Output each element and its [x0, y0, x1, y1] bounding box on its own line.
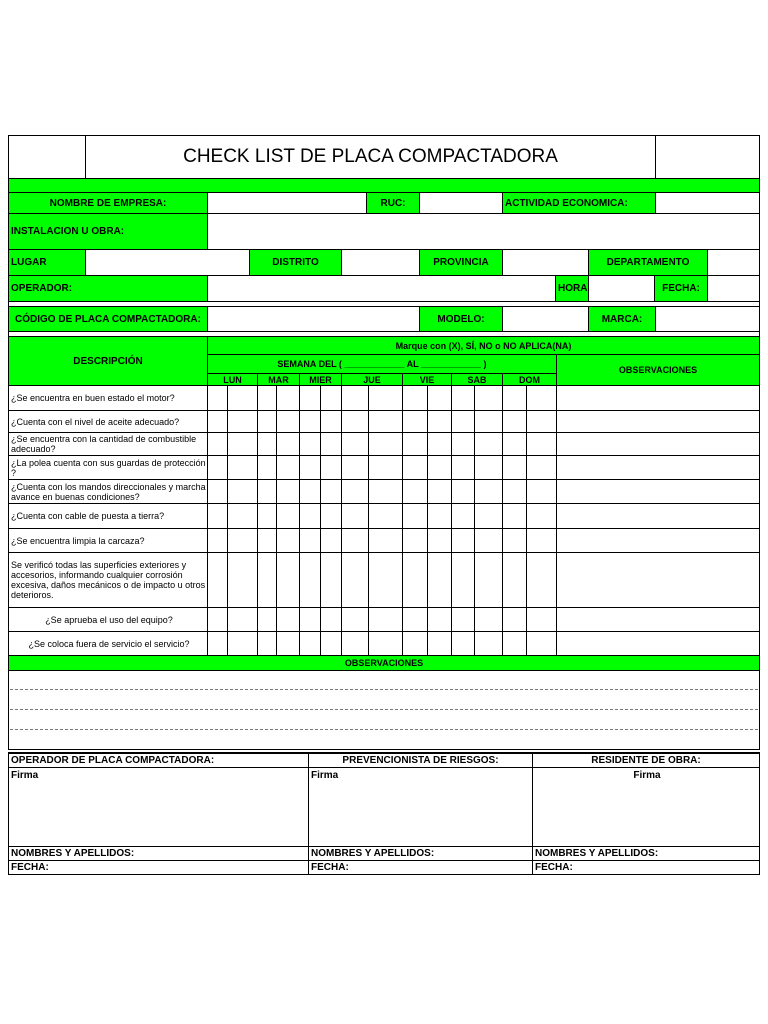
check-cell-lun-am[interactable] — [207, 385, 228, 411]
check-cell-jue-am[interactable] — [341, 503, 369, 529]
check-cell-mier-pm[interactable] — [320, 479, 342, 504]
check-cell-mar-am[interactable] — [257, 455, 277, 480]
check-cell-vie-pm[interactable] — [427, 455, 452, 480]
check-cell-vie-am[interactable] — [402, 385, 428, 411]
observaciones-line — [10, 709, 758, 710]
check-cell-vie-pm[interactable] — [427, 552, 452, 608]
check-cell-jue-pm[interactable] — [368, 503, 403, 529]
observacion-cell[interactable] — [556, 432, 760, 456]
check-cell-lun-am[interactable] — [207, 631, 228, 656]
input-lugar[interactable] — [85, 249, 250, 276]
check-cell-sab-pm[interactable] — [474, 410, 503, 433]
signature-firma-label: Firma — [311, 770, 339, 781]
check-cell-sab-am[interactable] — [451, 528, 475, 553]
check-cell-vie-am[interactable] — [402, 432, 428, 456]
label-actividad: ACTIVIDAD ECONOMICA: — [502, 192, 656, 214]
checklist-item-description: ¿Se aprueba el uso del equipo? — [8, 607, 208, 632]
check-cell-dom-am[interactable] — [502, 385, 527, 411]
check-cell-mier-am[interactable] — [299, 432, 321, 456]
label-fecha: FECHA: — [654, 275, 708, 302]
check-cell-mier-pm[interactable] — [320, 552, 342, 608]
check-cell-mier-pm[interactable] — [320, 455, 342, 480]
check-cell-jue-am[interactable] — [341, 528, 369, 553]
check-cell-dom-pm[interactable] — [526, 385, 557, 411]
check-cell-mar-am[interactable] — [257, 432, 277, 456]
check-cell-lun-pm[interactable] — [227, 607, 258, 632]
check-cell-jue-am[interactable] — [341, 479, 369, 504]
check-cell-lun-am[interactable] — [207, 479, 228, 504]
check-cell-jue-am[interactable] — [341, 631, 369, 656]
check-cell-mier-am[interactable] — [299, 528, 321, 553]
check-cell-vie-am[interactable] — [402, 528, 428, 553]
day-header-sab: SAB — [451, 373, 503, 386]
check-cell-jue-am[interactable] — [341, 410, 369, 433]
label-departamento: DEPARTAMENTO — [588, 249, 708, 276]
check-cell-jue-pm[interactable] — [368, 432, 403, 456]
check-cell-mar-pm[interactable] — [276, 552, 300, 608]
check-cell-mier-pm[interactable] — [320, 503, 342, 529]
signature-fecha-field[interactable]: FECHA: — [8, 860, 309, 875]
check-cell-vie-pm[interactable] — [427, 432, 452, 456]
label-codigo: CÓDIGO DE PLACA COMPACTADORA: — [8, 306, 208, 332]
checklist-item-description: ¿Cuenta con el nivel de aceite adecuado? — [8, 410, 208, 433]
checklist-item-description: ¿Cuenta con cable de puesta a tierra? — [8, 503, 208, 529]
observacion-cell[interactable] — [556, 607, 760, 632]
observaciones-col-header: OBSERVACIONES — [556, 354, 760, 386]
label-lugar: LUGAR — [8, 249, 86, 276]
input-hora[interactable] — [588, 275, 655, 302]
check-cell-sab-am[interactable] — [451, 607, 475, 632]
check-cell-mier-am[interactable] — [299, 455, 321, 480]
check-cell-lun-pm[interactable] — [227, 552, 258, 608]
logo-box — [8, 135, 86, 179]
check-cell-mar-am[interactable] — [257, 385, 277, 411]
check-cell-lun-pm[interactable] — [227, 479, 258, 504]
check-cell-sab-pm[interactable] — [474, 528, 503, 553]
label-hora: HORA — [555, 275, 589, 302]
input-departamento[interactable] — [707, 249, 760, 276]
check-cell-vie-pm[interactable] — [427, 479, 452, 504]
check-cell-sab-pm[interactable] — [474, 503, 503, 529]
check-cell-mier-am[interactable] — [299, 631, 321, 656]
check-cell-vie-am[interactable] — [402, 607, 428, 632]
checklist-item-description: ¿Se encuentra limpia la carcaza? — [8, 528, 208, 553]
check-cell-mier-am[interactable] — [299, 552, 321, 608]
check-cell-mier-pm[interactable] — [320, 410, 342, 433]
observacion-cell[interactable] — [556, 479, 760, 504]
check-cell-vie-pm[interactable] — [427, 528, 452, 553]
check-cell-mar-pm[interactable] — [276, 631, 300, 656]
check-cell-lun-pm[interactable] — [227, 503, 258, 529]
check-cell-sab-am[interactable] — [451, 385, 475, 411]
day-header-vie: VIE — [402, 373, 452, 386]
observacion-cell[interactable] — [556, 410, 760, 433]
observaciones-section-header: OBSERVACIONES — [8, 655, 760, 671]
check-cell-vie-pm[interactable] — [427, 410, 452, 433]
check-cell-mar-am[interactable] — [257, 503, 277, 529]
check-cell-jue-pm[interactable] — [368, 552, 403, 608]
input-instalacion[interactable] — [207, 213, 760, 250]
observacion-cell[interactable] — [556, 385, 760, 411]
signature-role-label: RESIDENTE DE OBRA: — [532, 753, 760, 768]
checklist-sheet — [8, 135, 760, 875]
check-cell-sab-am[interactable] — [451, 432, 475, 456]
check-cell-jue-am[interactable] — [341, 385, 369, 411]
check-cell-mar-pm[interactable] — [276, 410, 300, 433]
check-cell-mar-am[interactable] — [257, 607, 277, 632]
check-cell-lun-pm[interactable] — [227, 528, 258, 553]
check-cell-lun-am[interactable] — [207, 528, 228, 553]
checklist-item-description: ¿La polea cuenta con sus guardas de protección ? — [8, 455, 208, 480]
check-cell-mier-pm[interactable] — [320, 385, 342, 411]
check-cell-lun-pm[interactable] — [227, 455, 258, 480]
check-cell-sab-am[interactable] — [451, 552, 475, 608]
check-cell-vie-am[interactable] — [402, 455, 428, 480]
check-cell-dom-am[interactable] — [502, 479, 527, 504]
check-cell-lun-am[interactable] — [207, 455, 228, 480]
check-cell-mier-pm[interactable] — [320, 607, 342, 632]
check-cell-lun-am[interactable] — [207, 552, 228, 608]
input-distrito[interactable] — [341, 249, 420, 276]
check-cell-dom-am[interactable] — [502, 631, 527, 656]
observacion-cell[interactable] — [556, 631, 760, 656]
checklist-item-description: Se verificó todas las superficies exteriores y accesorios, informando cualquier corrosión excesiva, daños mecánicos o de impacto u otros deterioros. — [8, 552, 208, 608]
descripcion-header: DESCRIPCIÓN — [8, 336, 208, 386]
input-provincia[interactable] — [502, 249, 589, 276]
check-cell-dom-am[interactable] — [502, 503, 527, 529]
check-cell-vie-am[interactable] — [402, 552, 428, 608]
day-header-mar: MAR — [257, 373, 300, 386]
check-cell-mar-pm[interactable] — [276, 385, 300, 411]
green-separator — [8, 178, 760, 193]
check-cell-jue-pm[interactable] — [368, 455, 403, 480]
check-cell-sab-pm[interactable] — [474, 479, 503, 504]
check-cell-mier-am[interactable] — [299, 479, 321, 504]
signature-nombres-field[interactable]: NOMBRES Y APELLIDOS: — [8, 846, 309, 861]
check-cell-dom-pm[interactable] — [526, 607, 557, 632]
check-cell-mier-pm[interactable] — [320, 432, 342, 456]
day-header-jue: JUE — [341, 373, 403, 386]
input-operador[interactable] — [207, 275, 556, 302]
signature-fecha-field[interactable]: FECHA: — [308, 860, 533, 875]
label-nombre-empresa: NOMBRE DE EMPRESA: — [8, 192, 208, 214]
signature-role-label: PREVENCIONISTA DE RIESGOS: — [308, 753, 533, 768]
check-cell-dom-pm[interactable] — [526, 479, 557, 504]
check-cell-sab-pm[interactable] — [474, 432, 503, 456]
signature-firma-box[interactable] — [308, 767, 533, 847]
check-cell-mar-pm[interactable] — [276, 607, 300, 632]
signature-firma-label: Firma — [11, 770, 39, 781]
input-nombre-empresa[interactable] — [207, 192, 367, 214]
check-cell-vie-am[interactable] — [402, 410, 428, 433]
observaciones-line — [10, 729, 758, 730]
check-cell-lun-pm[interactable] — [227, 410, 258, 433]
check-cell-mar-pm[interactable] — [276, 455, 300, 480]
page-title: CHECK LIST DE PLACA COMPACTADORA — [85, 135, 656, 179]
check-cell-mier-am[interactable] — [299, 607, 321, 632]
signature-nombres-field[interactable]: NOMBRES Y APELLIDOS: — [308, 846, 533, 861]
check-cell-jue-pm[interactable] — [368, 479, 403, 504]
check-cell-mier-am[interactable] — [299, 385, 321, 411]
check-cell-mar-pm[interactable] — [276, 503, 300, 529]
check-cell-mier-pm[interactable] — [320, 631, 342, 656]
input-actividad[interactable] — [655, 192, 760, 214]
signature-firma-label: Firma — [633, 770, 661, 781]
signature-fecha-field[interactable]: FECHA: — [532, 860, 760, 875]
check-cell-dom-am[interactable] — [502, 455, 527, 480]
label-operador: OPERADOR: — [8, 275, 208, 302]
check-cell-jue-am[interactable] — [341, 552, 369, 608]
check-cell-mar-am[interactable] — [257, 552, 277, 608]
marque-header: Marque con (X), SÍ, NO o NO APLICA(NA) — [207, 336, 760, 355]
signature-firma-box[interactable] — [532, 767, 760, 847]
check-cell-sab-pm[interactable] — [474, 607, 503, 632]
signature-separator — [8, 749, 760, 753]
input-codigo[interactable] — [207, 306, 420, 332]
check-cell-dom-am[interactable] — [502, 432, 527, 456]
check-cell-lun-pm[interactable] — [227, 385, 258, 411]
input-modelo[interactable] — [502, 306, 589, 332]
checklist-item-description: ¿Se encuentra con la cantidad de combustible adecuado? — [8, 432, 208, 456]
check-cell-vie-am[interactable] — [402, 503, 428, 529]
check-cell-dom-pm[interactable] — [526, 410, 557, 433]
label-instalacion: INSTALACION U OBRA: — [8, 213, 208, 250]
check-cell-lun-am[interactable] — [207, 432, 228, 456]
check-cell-mier-am[interactable] — [299, 410, 321, 433]
check-cell-lun-am[interactable] — [207, 503, 228, 529]
check-cell-lun-pm[interactable] — [227, 631, 258, 656]
check-cell-dom-am[interactable] — [502, 552, 527, 608]
label-distrito: DISTRITO — [249, 249, 342, 276]
check-cell-vie-am[interactable] — [402, 479, 428, 504]
check-cell-sab-am[interactable] — [451, 503, 475, 529]
input-ruc[interactable] — [419, 192, 503, 214]
check-cell-jue-am[interactable] — [341, 432, 369, 456]
day-header-dom: DOM — [502, 373, 557, 386]
check-cell-dom-am[interactable] — [502, 607, 527, 632]
semana-header: SEMANA DEL ( ____________ AL ____________ ) — [207, 354, 557, 374]
label-ruc: RUC: — [366, 192, 420, 214]
check-cell-sab-pm[interactable] — [474, 385, 503, 411]
label-provincia: PROVINCIA — [419, 249, 503, 276]
check-cell-jue-pm[interactable] — [368, 385, 403, 411]
observacion-cell[interactable] — [556, 552, 760, 608]
check-cell-jue-pm[interactable] — [368, 631, 403, 656]
check-cell-vie-am[interactable] — [402, 631, 428, 656]
check-cell-dom-pm[interactable] — [526, 455, 557, 480]
check-cell-mar-am[interactable] — [257, 410, 277, 433]
check-cell-sab-pm[interactable] — [474, 552, 503, 608]
check-cell-dom-am[interactable] — [502, 528, 527, 553]
checklist-item-description: ¿Se coloca fuera de servicio el servicio? — [8, 631, 208, 656]
check-cell-jue-am[interactable] — [341, 455, 369, 480]
check-cell-mier-am[interactable] — [299, 503, 321, 529]
check-cell-vie-pm[interactable] — [427, 631, 452, 656]
check-cell-mar-am[interactable] — [257, 479, 277, 504]
check-cell-jue-pm[interactable] — [368, 607, 403, 632]
signature-nombres-field[interactable]: NOMBRES Y APELLIDOS: — [532, 846, 760, 861]
day-header-lun: LUN — [207, 373, 258, 386]
check-cell-dom-pm[interactable] — [526, 503, 557, 529]
check-cell-dom-pm[interactable] — [526, 432, 557, 456]
check-cell-jue-pm[interactable] — [368, 528, 403, 553]
check-cell-lun-am[interactable] — [207, 410, 228, 433]
check-cell-jue-pm[interactable] — [368, 410, 403, 433]
check-cell-vie-pm[interactable] — [427, 385, 452, 411]
check-cell-sab-am[interactable] — [451, 479, 475, 504]
observacion-cell[interactable] — [556, 528, 760, 553]
check-cell-mar-pm[interactable] — [276, 432, 300, 456]
check-cell-mar-pm[interactable] — [276, 479, 300, 504]
signature-firma-box[interactable] — [8, 767, 309, 847]
check-cell-sab-pm[interactable] — [474, 631, 503, 656]
check-cell-sab-am[interactable] — [451, 631, 475, 656]
check-cell-mar-am[interactable] — [257, 631, 277, 656]
check-cell-sab-pm[interactable] — [474, 455, 503, 480]
observacion-cell[interactable] — [556, 503, 760, 529]
check-cell-lun-pm[interactable] — [227, 432, 258, 456]
check-cell-dom-am[interactable] — [502, 410, 527, 433]
check-cell-dom-pm[interactable] — [526, 631, 557, 656]
checklist-item-description: ¿Cuenta con los mandos direccionales y marcha avance en buenas condiciones? — [8, 479, 208, 504]
label-marca: MARCA: — [588, 306, 656, 332]
check-cell-mar-am[interactable] — [257, 528, 277, 553]
check-cell-vie-pm[interactable] — [427, 607, 452, 632]
code-box — [655, 135, 760, 179]
input-fecha[interactable] — [707, 275, 760, 302]
check-cell-sab-am[interactable] — [451, 455, 475, 480]
input-marca[interactable] — [655, 306, 760, 332]
check-cell-dom-pm[interactable] — [526, 528, 557, 553]
check-cell-dom-pm[interactable] — [526, 552, 557, 608]
check-cell-lun-am[interactable] — [207, 607, 228, 632]
check-cell-mar-pm[interactable] — [276, 528, 300, 553]
check-cell-jue-am[interactable] — [341, 607, 369, 632]
checklist-item-description: ¿Se encuentra en buen estado el motor? — [8, 385, 208, 411]
observaciones-line — [10, 689, 758, 690]
observacion-cell[interactable] — [556, 455, 760, 480]
check-cell-sab-am[interactable] — [451, 410, 475, 433]
observaciones-textarea[interactable] — [8, 670, 760, 750]
check-cell-mier-pm[interactable] — [320, 528, 342, 553]
day-header-mier: MIER — [299, 373, 342, 386]
label-modelo: MODELO: — [419, 306, 503, 332]
check-cell-vie-pm[interactable] — [427, 503, 452, 529]
signature-role-label: OPERADOR DE PLACA COMPACTADORA: — [8, 753, 309, 768]
